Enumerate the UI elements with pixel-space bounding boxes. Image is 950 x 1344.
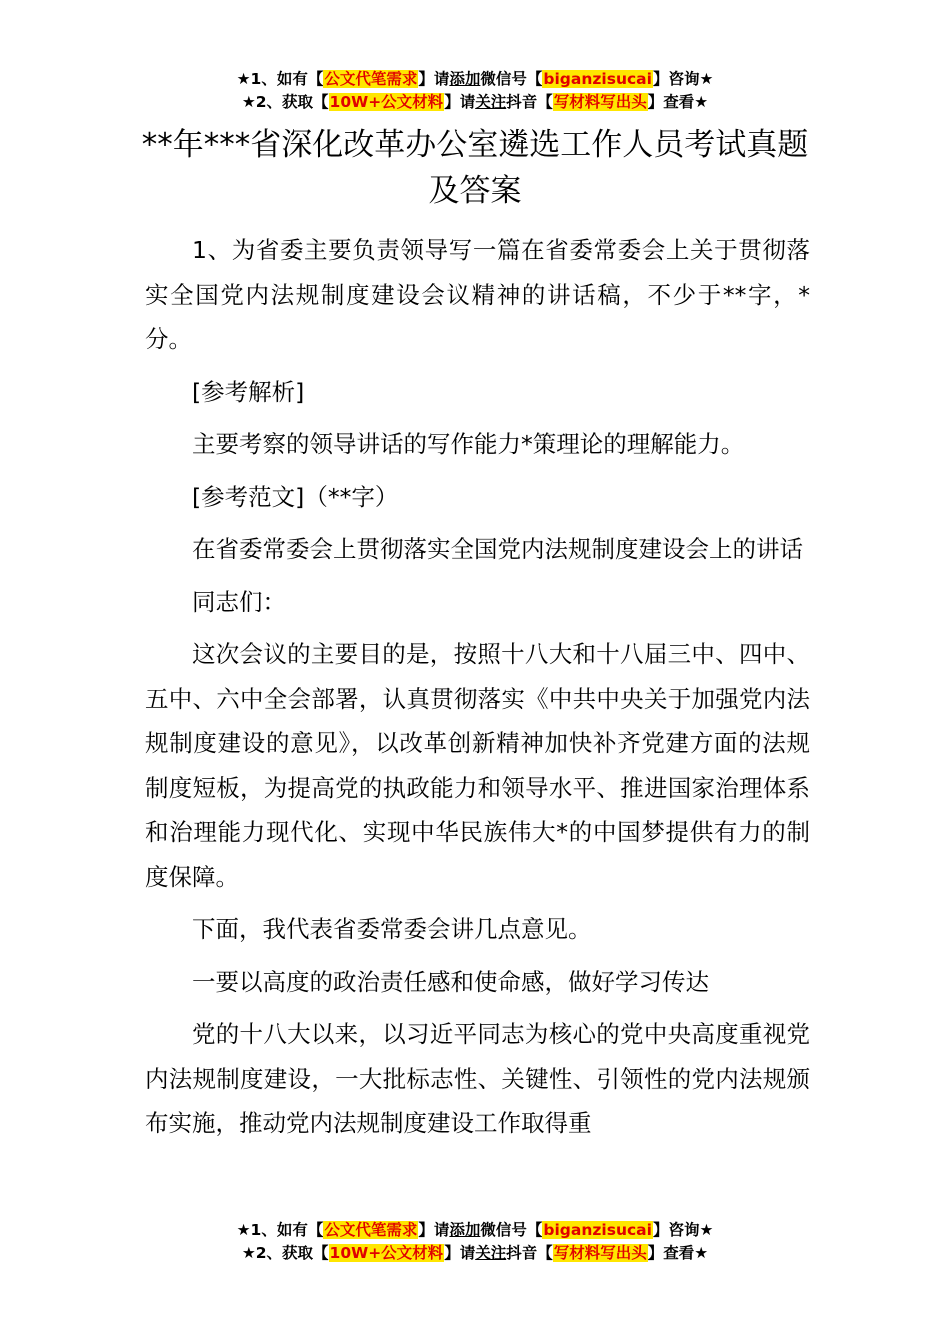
promo-text: 抖音【: [506, 93, 553, 111]
promo-text: 】请: [444, 93, 476, 111]
promo-underlined: 添加: [449, 70, 481, 88]
promo-underlined: 关注: [475, 1244, 507, 1262]
body-paragraph: [参考范文]（**字）: [192, 482, 399, 511]
body-paragraph: 在省委常委会上贯彻落实全国党内法规制度建设会上的讲话: [192, 535, 803, 563]
promo-text: ★2、获取【: [241, 93, 329, 111]
promo-line-1: [0, 68, 950, 91]
promo-text: ★1、如有【: [236, 1221, 324, 1239]
promo-highlight: 公文代笔需求: [324, 1221, 418, 1239]
promo-text: 】咨询★: [652, 70, 714, 88]
promo-text: ★2、获取【: [241, 1244, 329, 1262]
promo-text: 】查看★: [647, 1244, 709, 1262]
body-paragraph: 1、为省委主要负责领导写一篇在省委常委会上关于贯彻落实全国党内法规制度建设会议精神的讲话稿，不少于**字，*分。: [145, 236, 810, 353]
promo-highlight: 写材料写出头: [553, 1244, 647, 1262]
promo-highlight: 10W+公文材料: [329, 93, 444, 111]
promo-text: 】查看★: [647, 93, 709, 111]
promo-line-2: [0, 91, 950, 114]
document-body: [145, 228, 810, 1146]
promo-text: 微信号【: [480, 70, 543, 88]
body-paragraph: 一要以高度的政治责任感和使命感，做好学习传达: [192, 967, 709, 996]
promo-text: 】咨询★: [652, 1221, 714, 1239]
promo-text: 微信号【: [480, 1221, 543, 1239]
document-title: **年***省深化改革办公室遴选工作人员考试真题及答案: [141, 127, 809, 209]
body-paragraph: 主要考察的领导讲话的写作能力*策理论的理解能力。: [192, 430, 745, 458]
promo-text: 】请: [418, 70, 450, 88]
promo-banner-bottom: [0, 1219, 950, 1265]
promo-highlight: 公文代笔需求: [324, 70, 418, 88]
promo-text: 】请: [418, 1221, 450, 1239]
promo-highlight: 10W+公文材料: [329, 1244, 444, 1262]
body-paragraph: 同志们：: [192, 587, 286, 616]
body-paragraph: 党的十八大以来，以习近平同志为核心的党中央高度重视党内法规制度建设，一大批标志性、关键性、引领性的党内法规颁布实施，推动党内法规制度建设工作取得重: [145, 1020, 810, 1137]
body-paragraph: [参考解析]: [192, 377, 305, 406]
promo-highlight: 写材料写出头: [553, 93, 647, 111]
promo-line-1: [0, 1219, 950, 1242]
body-paragraph: 下面，我代表省委常委会讲几点意见。: [192, 915, 592, 943]
promo-text: ★1、如有【: [236, 70, 324, 88]
promo-line-2: [0, 1242, 950, 1265]
promo-text: 】请: [444, 1244, 476, 1262]
promo-banner-top: [0, 68, 950, 114]
body-paragraph: 这次会议的主要目的是，按照十八大和十八届三中、四中、五中、六中全会部署，认真贯彻落实《中共中央关于加强党内法规制度建设的意见》，以改革创新精神加快补齐党建方面的法规制度短板，为提高党的执政能力和领导水平、推进国家治理体系和治理能力现代化、实现中华民族伟大*的中国梦提供有力的制度保障。: [145, 640, 810, 891]
promo-underlined: 添加: [449, 1221, 481, 1239]
promo-highlight: biganzisucai: [543, 1221, 652, 1239]
promo-text: 抖音【: [506, 1244, 553, 1262]
promo-highlight: biganzisucai: [543, 70, 652, 88]
promo-underlined: 关注: [475, 93, 507, 111]
